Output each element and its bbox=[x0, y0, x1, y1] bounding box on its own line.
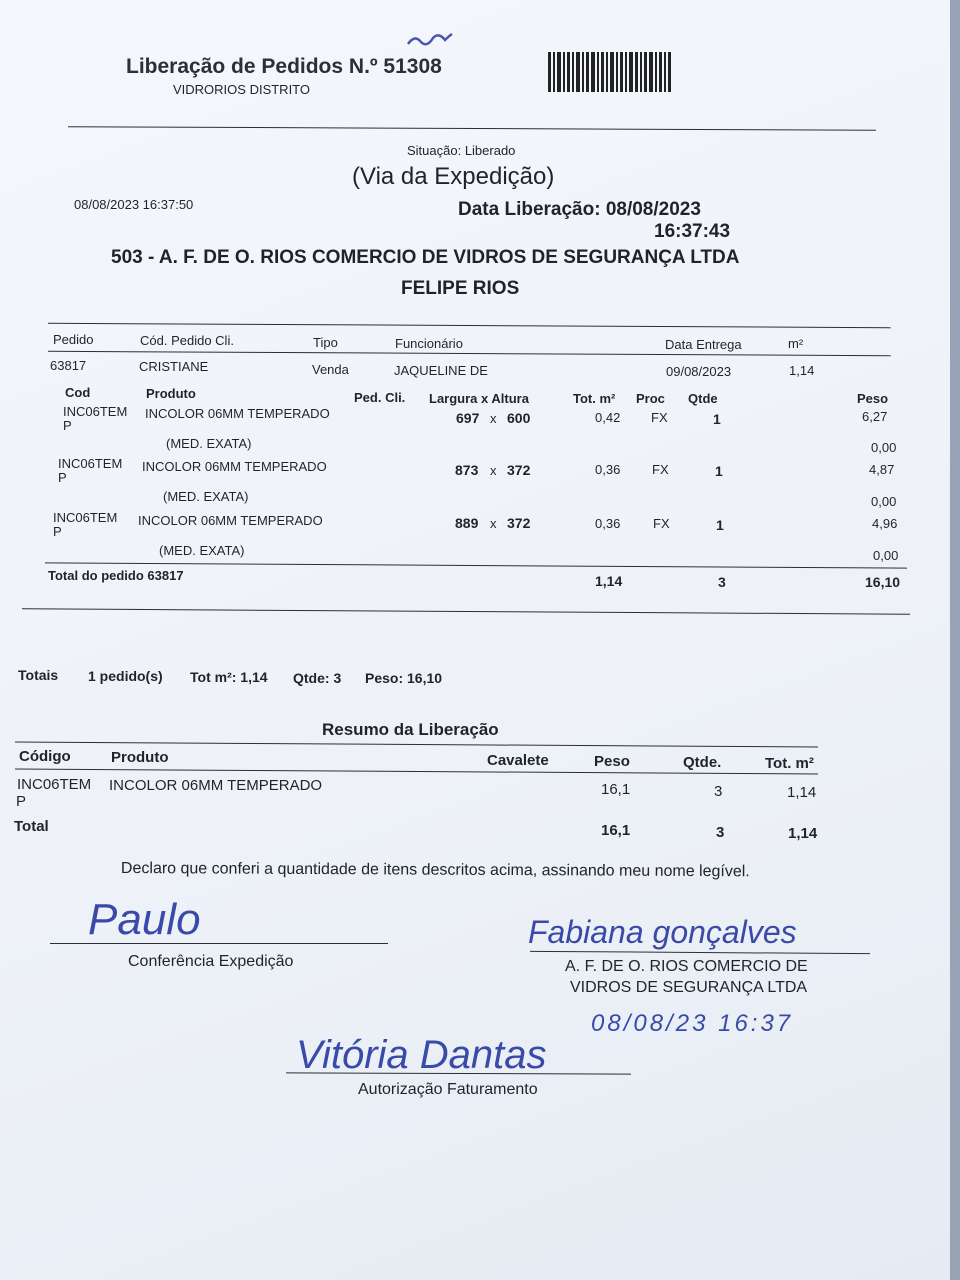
item-qtde: 1 bbox=[715, 463, 723, 479]
resumo-produto: INCOLOR 06MM TEMPERADO bbox=[109, 777, 323, 794]
col-proc: Proc bbox=[636, 391, 665, 406]
resumo-col-produto: Produto bbox=[111, 749, 169, 766]
col-cod: Cod bbox=[65, 385, 91, 400]
resumo-codigo: INC06TEM bbox=[17, 776, 92, 793]
col-ped-cli: Ped. Cli. bbox=[354, 390, 406, 405]
item-peso: 6,27 bbox=[862, 409, 888, 424]
totais-qtde: Qtde: 3 bbox=[293, 670, 342, 686]
item-qtde: 1 bbox=[713, 411, 721, 427]
resumo-col-tot-m2: Tot. m² bbox=[765, 755, 814, 772]
svg-text:08/08/23 16:37: 08/08/23 16:37 bbox=[591, 1010, 794, 1037]
item-x: x bbox=[490, 411, 497, 426]
autorizacao-label: Autorização Faturamento bbox=[358, 1081, 538, 1098]
declaration-text: Declaro que conferi a quantidade de itens descritos acima, assinando meu nome legível. bbox=[120, 860, 750, 881]
order-divider-top bbox=[48, 323, 891, 328]
resumo-codigo-suffix: P bbox=[16, 793, 27, 810]
label-pedido: Pedido bbox=[53, 332, 94, 347]
resumo-col-qtde: Qtde. bbox=[683, 754, 722, 771]
resumo-total-qtde: 3 bbox=[716, 824, 725, 841]
customer-contact: FELIPE RIOS bbox=[401, 278, 520, 299]
resumo-peso: 16,1 bbox=[601, 781, 631, 798]
section-divider bbox=[22, 608, 910, 614]
release-date: Data Liberação: 08/08/2023 bbox=[458, 199, 701, 220]
release-time: 16:37:43 bbox=[654, 221, 731, 242]
label-cod-pedido-cli: Cód. Pedido Cli. bbox=[140, 333, 234, 348]
copy-type: (Via da Expedição) bbox=[352, 163, 555, 190]
item-obs-peso: 0,00 bbox=[871, 440, 897, 455]
totais-peso: Peso: 16,10 bbox=[365, 670, 443, 686]
item-proc: FX bbox=[652, 462, 669, 477]
conferencia-signature bbox=[80, 888, 310, 948]
label-data-entrega: Data Entrega bbox=[665, 337, 742, 352]
item-cod-suffix: P bbox=[63, 418, 72, 433]
order-total-qtde: 3 bbox=[718, 574, 726, 590]
col-tot-m2: Tot. m² bbox=[573, 391, 616, 406]
totais-pedidos: 1 pedido(s) bbox=[88, 668, 163, 684]
item-obs: (MED. EXATA) bbox=[166, 436, 252, 451]
item-altura: 372 bbox=[507, 462, 531, 478]
item-tot-m2: 0,36 bbox=[595, 462, 621, 477]
order-total-peso: 16,10 bbox=[865, 574, 901, 590]
autorizacao-signature bbox=[290, 1018, 630, 1078]
item-largura: 697 bbox=[456, 410, 480, 426]
company-name: VIDRORIOS DISTRITO bbox=[173, 82, 310, 97]
item-cod: INC06TEM bbox=[53, 510, 118, 525]
item-cod-suffix: P bbox=[53, 524, 62, 539]
totais-label: Totais bbox=[18, 667, 59, 683]
item-obs: (MED. EXATA) bbox=[163, 489, 249, 504]
item-obs: (MED. EXATA) bbox=[159, 543, 245, 558]
resumo-tot-m2: 1,14 bbox=[787, 784, 817, 801]
item-peso: 4,87 bbox=[869, 462, 895, 477]
totais-tot-m2: Tot m²: 1,14 bbox=[190, 669, 268, 685]
resumo-col-codigo: Código bbox=[19, 748, 71, 765]
item-cod: INC06TEM bbox=[63, 404, 128, 419]
item-cod-suffix: P bbox=[58, 470, 67, 485]
resumo-col-cavalete: Cavalete bbox=[487, 752, 549, 769]
item-x: x bbox=[490, 463, 497, 478]
svg-text:Fabiana gonçalves: Fabiana gonçalves bbox=[528, 914, 797, 950]
document-title: Liberação de Pedidos N.º 51308 bbox=[126, 55, 442, 78]
resumo-total-tot-m2: 1,14 bbox=[788, 825, 818, 842]
resumo-total-peso: 16,1 bbox=[601, 822, 631, 839]
item-produto: INCOLOR 06MM TEMPERADO bbox=[142, 459, 327, 474]
value-pedido: 63817 bbox=[50, 358, 87, 373]
resumo-title: Resumo da Liberação bbox=[322, 720, 499, 739]
value-data-entrega: 09/08/2023 bbox=[666, 364, 732, 379]
order-total-label: Total do pedido 63817 bbox=[48, 568, 184, 583]
pen-mark bbox=[405, 28, 455, 50]
print-datetime: 08/08/2023 16:37:50 bbox=[74, 197, 194, 212]
col-qtde: Qtde bbox=[688, 391, 718, 406]
item-qtde: 1 bbox=[716, 517, 724, 533]
company-name-line-2: VIDROS DE SEGURANÇA LTDA bbox=[570, 979, 808, 996]
item-largura: 873 bbox=[455, 462, 479, 478]
header-divider bbox=[68, 126, 876, 131]
resumo-total-label: Total bbox=[14, 818, 49, 835]
resumo-divider-top bbox=[15, 742, 818, 748]
item-obs-peso: 0,00 bbox=[873, 548, 899, 563]
col-produto: Produto bbox=[146, 386, 196, 401]
label-m2: m² bbox=[788, 336, 804, 351]
value-tipo: Venda bbox=[312, 362, 349, 377]
conferencia-signature-line bbox=[50, 943, 388, 944]
company-signature bbox=[522, 905, 832, 955]
item-x: x bbox=[490, 516, 497, 531]
col-peso: Peso bbox=[857, 391, 889, 406]
item-obs-peso: 0,00 bbox=[871, 494, 897, 509]
status-label: Situação: Liberado bbox=[407, 143, 516, 158]
value-cod-pedido-cli: CRISTIANE bbox=[139, 359, 209, 374]
barcode bbox=[548, 52, 688, 92]
label-funcionario: Funcionário bbox=[395, 336, 463, 351]
resumo-qtde: 3 bbox=[714, 783, 723, 800]
svg-text:Vitória Dantas: Vitória Dantas bbox=[296, 1033, 547, 1077]
item-altura: 600 bbox=[507, 410, 531, 426]
item-proc: FX bbox=[651, 410, 668, 425]
resumo-col-peso: Peso bbox=[594, 753, 630, 770]
order-total-m2: 1,14 bbox=[595, 573, 623, 589]
svg-text:Paulo: Paulo bbox=[88, 895, 201, 944]
label-tipo: Tipo bbox=[313, 335, 338, 350]
item-altura: 372 bbox=[507, 515, 531, 531]
item-tot-m2: 0,36 bbox=[595, 516, 621, 531]
item-peso: 4,96 bbox=[872, 516, 898, 531]
item-produto: INCOLOR 06MM TEMPERADO bbox=[145, 406, 330, 421]
item-proc: FX bbox=[653, 516, 670, 531]
conferencia-label: Conferência Expedição bbox=[128, 953, 294, 970]
value-funcionario: JAQUELINE DE bbox=[394, 363, 488, 378]
item-produto: INCOLOR 06MM TEMPERADO bbox=[138, 513, 323, 528]
item-tot-m2: 0,42 bbox=[595, 410, 621, 425]
company-name-line-1: A. F. DE O. RIOS COMERCIO DE bbox=[565, 958, 808, 975]
item-largura: 889 bbox=[455, 515, 479, 531]
order-divider-mid bbox=[48, 351, 891, 356]
customer-name: 503 - A. F. DE O. RIOS COMERCIO DE VIDROS DE SEGURANÇA LTDA bbox=[111, 247, 740, 268]
value-m2: 1,14 bbox=[789, 363, 815, 378]
item-cod: INC06TEM bbox=[58, 456, 123, 471]
col-largura-altura: Largura x Altura bbox=[429, 391, 529, 406]
